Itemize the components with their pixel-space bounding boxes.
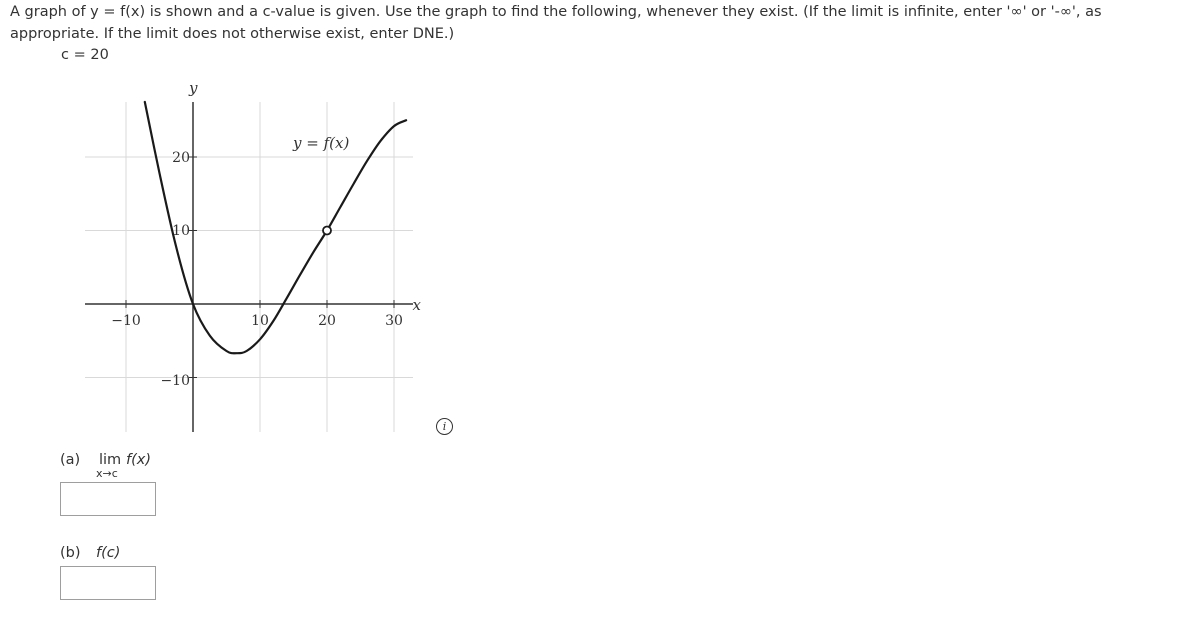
grid-lines [85,102,413,432]
part-a-label: (a) [60,452,81,468]
f-of-c-expression: f(c) [96,545,121,561]
answer-input-a[interactable] [60,482,156,516]
limit-subscript: x→c [96,467,118,480]
open-circle-point [323,227,331,235]
y-tick-label-neg10: −10 [160,373,190,389]
x-tick-label-neg10: −10 [111,313,141,329]
axes [85,102,413,432]
x-tick-label-30: 30 [385,313,403,329]
y-tick-label-10: 10 [172,223,190,239]
curve-label: y = f(x) [293,134,350,152]
function-graph [80,75,420,435]
limit-word: lim [99,452,122,468]
info-icon[interactable]: i [436,418,453,435]
x-axis-label: x [412,296,421,314]
y-axis-label: y [189,79,198,97]
answer-input-b[interactable] [60,566,156,600]
part-b-label: (b) [60,545,81,561]
problem-instructions: A graph of y = f(x) is shown and a c-value is given. Use the graph to find the following, whenever they exist. (If the limit is infinite, enter '∞' or '-∞', as appropriate. If the limit does not otherwise exist, enter DNE.) [10,4,1102,42]
graph-canvas [80,75,420,435]
x-tick-label-20: 20 [318,313,336,329]
c-value: c = 20 [61,47,109,63]
y-tick-label-20: 20 [172,150,190,166]
limit-function: f(x) [126,452,151,468]
x-tick-label-10: 10 [251,313,269,329]
